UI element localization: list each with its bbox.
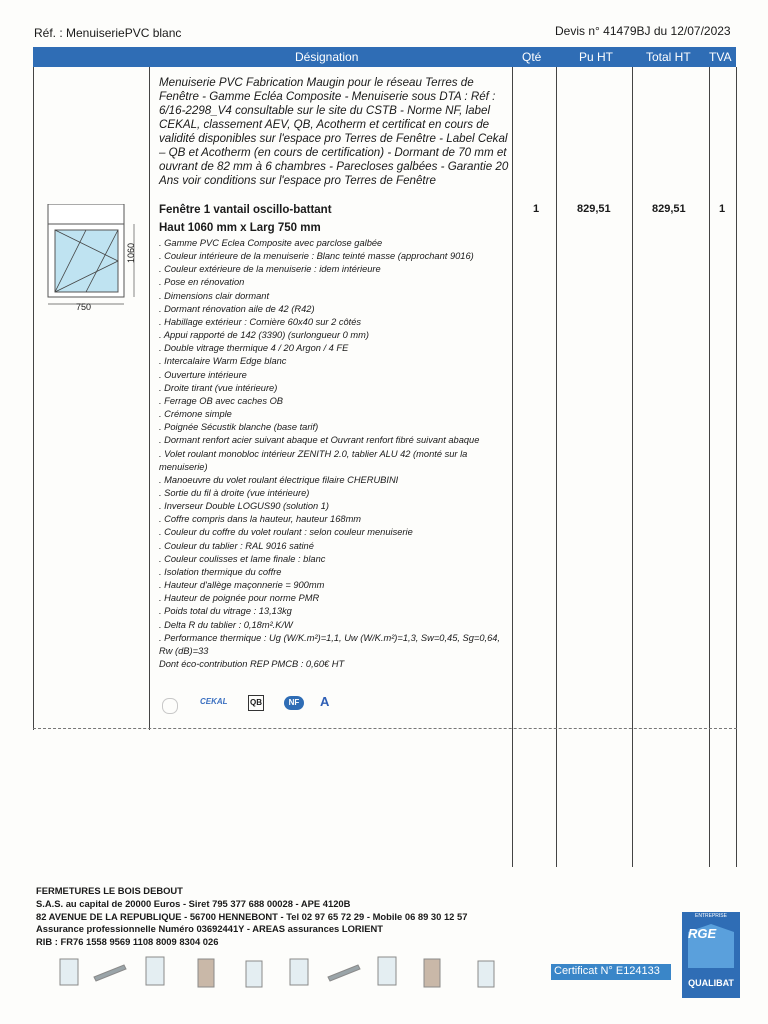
footer-info bbox=[36, 885, 467, 949]
option-item: . Couleur du coffre du volet roulant : selon couleur menuiserie bbox=[159, 527, 413, 538]
grid-line bbox=[736, 67, 737, 867]
qte-value: 1 bbox=[533, 203, 540, 215]
option-item: . Intercalaire Warm Edge blanc bbox=[159, 356, 287, 367]
option-item: . Dormant renfort acier suivant abaque et Ouvrant renfort fibré suivant abaque bbox=[159, 435, 480, 446]
product-size: Haut 1060 mm x Larg 750 mm bbox=[159, 222, 321, 234]
total-ht-value: 829,51 bbox=[652, 203, 686, 215]
rge-label: RGE bbox=[688, 926, 717, 941]
company-rib: RIB : FR76 1558 9569 1108 8009 8304 026 bbox=[36, 936, 219, 948]
option-item: . Inverseur Double LOGUS90 (solution 1) bbox=[159, 501, 330, 512]
line-description: Menuiserie PVC Fabrication Maugin pour le réseau Terres de Fenêtre - Gamme Ecléa Composite - Menuiserie sous DTA : Réf : 6/16-2298_V4 consultable sur le site du CSTB - Norme NF, label CEKAL, classement AEV, QB, Acotherm et certificat en cours de validité disponibles sur l'espace pro Terres de Fenêtre - Label Cekal – QB et Acotherm (en cours de certification) - Dormant de 70 mm et ouvrant de 82 mm à 6 chambres - Parecloses galbées - Garantie 20 Ans voir conditions sur l'espace pro Terres de Fenêtre bbox=[159, 76, 509, 187]
door-product-icon bbox=[378, 957, 396, 985]
qualibat-logo bbox=[682, 912, 740, 998]
option-item: . Delta R du tablier : 0,18m².K/W bbox=[159, 619, 293, 630]
france-logo bbox=[162, 698, 178, 714]
company-address: 82 AVENUE DE LA REPUBLIQUE - 56700 HENNEBONT - Tel 02 97 65 72 29 - Mobile 06 89 30 12 57 bbox=[36, 910, 468, 922]
reference: Réf. : MenuiseriePVC blanc bbox=[34, 26, 182, 40]
certificate-badge bbox=[551, 964, 671, 980]
window-product-icon bbox=[60, 959, 78, 985]
grid-line bbox=[709, 67, 710, 867]
wood-window-product-icon bbox=[424, 959, 440, 987]
col-tva: TVA bbox=[709, 50, 732, 64]
option-item: . Couleur extérieure de la menuiserie : idem intérieure bbox=[159, 264, 381, 275]
nf-logo: NF bbox=[284, 696, 304, 710]
col-pu-ht: Pu HT bbox=[579, 50, 614, 64]
qualibat-label: QUALIBAT bbox=[688, 978, 734, 988]
option-item: . Appui rapporté de 142 (3390) (surlongueur 0 mm) bbox=[159, 330, 369, 341]
col-qte: Qté bbox=[522, 50, 542, 64]
option-item: . Ouverture intérieure bbox=[159, 369, 247, 380]
product-icons bbox=[58, 955, 508, 989]
grid-line bbox=[556, 67, 557, 867]
option-item: . Couleur coulisses et lame finale : blanc bbox=[159, 553, 326, 564]
company-insurance: Assurance professionnelle Numéro 03692441Y - AREAS assurances LORIENT bbox=[36, 923, 384, 935]
option-item: . Hauteur d'allège maçonnerie = 900mm bbox=[159, 580, 325, 591]
certificate-number: Certificat N° E124133 bbox=[554, 965, 660, 977]
grid-line bbox=[632, 67, 633, 867]
height-dimension: 1060 bbox=[126, 242, 137, 264]
option-item: . Isolation thermique du coffre bbox=[159, 566, 282, 577]
option-item: . Dimensions clair dormant bbox=[159, 290, 270, 301]
option-item: . Sortie du fil à droite (vue intérieure) bbox=[159, 487, 310, 498]
shutter-product-icon bbox=[328, 965, 360, 981]
window-drawing bbox=[46, 204, 142, 314]
row-separator bbox=[33, 728, 737, 729]
option-item: . Pose en rénovation bbox=[159, 277, 245, 288]
option-item: . Gamme PVC Eclea Composite avec parclose galbée bbox=[159, 238, 383, 248]
qualibat-banner: ENTREPRISE bbox=[682, 912, 740, 920]
qb-logo: QB bbox=[248, 695, 264, 711]
option-item: . Performance thermique : Ug (W/K.m²)=1,1, Uw (W/K.m²)=1,3, Sw=0,45, Sg=0,64, Rw (dB)=33 bbox=[159, 632, 501, 656]
option-item: . Coffre compris dans la hauteur, hauteur 168mm bbox=[159, 514, 362, 525]
option-item: . Ferrage OB avec caches OB bbox=[159, 395, 284, 406]
option-item: . Volet roulant monobloc intérieur ZENITH 2.0, tablier ALU 42 (monté sur la menuiserie) bbox=[159, 448, 468, 472]
grid-line bbox=[512, 67, 513, 867]
option-item: . Dormant rénovation aile de 42 (R42) bbox=[159, 303, 315, 314]
table-header bbox=[33, 47, 736, 67]
option-item: Dont éco-contribution REP PMCB : 0,60€ HT bbox=[159, 659, 345, 669]
shutter-product-icon bbox=[94, 965, 126, 981]
certification-logos bbox=[160, 694, 360, 722]
option-item: . Droite tirant (vue intérieure) bbox=[159, 382, 278, 393]
option-item: . Couleur du tablier : RAL 9016 satiné bbox=[159, 540, 314, 551]
tva-value: 1 bbox=[719, 203, 726, 215]
wood-window-product-icon bbox=[198, 959, 214, 987]
option-item: . Poids total du vitrage : 13,13kg bbox=[159, 606, 292, 617]
pu-ht-value: 829,51 bbox=[577, 203, 611, 215]
quote-number: Devis n° 41479BJ du 12/07/2023 bbox=[555, 24, 731, 38]
width-dimension: 750 bbox=[76, 302, 92, 312]
french-window-product-icon bbox=[478, 961, 494, 987]
option-item: . Manoeuvre du volet roulant électrique filaire CHERUBINI bbox=[159, 474, 399, 485]
cekal-logo: CEKAL bbox=[200, 697, 228, 706]
acotherm-logo: A bbox=[320, 694, 330, 709]
product-options-list bbox=[159, 237, 511, 671]
option-item: . Double vitrage thermique 4 / 20 Argon / 4 FE bbox=[159, 343, 349, 354]
option-item: . Hauteur de poignée pour norme PMR bbox=[159, 593, 320, 604]
door-product-icon bbox=[146, 957, 164, 985]
french-window-product-icon bbox=[246, 961, 262, 987]
window-product-icon bbox=[290, 959, 308, 985]
company-name: FERMETURES LE BOIS DEBOUT bbox=[36, 885, 183, 896]
grid-line bbox=[33, 67, 34, 730]
product-icons-strip bbox=[58, 955, 508, 989]
option-item: . Crémone simple bbox=[159, 409, 232, 420]
col-designation: Désignation bbox=[295, 50, 359, 64]
company-legal: S.A.S. au capital de 20000 Euros - Siret 795 377 688 00028 - APE 4120B bbox=[36, 897, 351, 909]
col-total-ht: Total HT bbox=[646, 50, 691, 64]
option-item: . Habillage extérieur : Cornière 60x40 sur 2 côtés bbox=[159, 316, 362, 327]
product-title: Fenêtre 1 vantail oscillo-battant bbox=[159, 204, 332, 216]
option-item: . Couleur intérieure de la menuiserie : Blanc teinté masse (approchant 9016) bbox=[159, 251, 474, 262]
option-item: . Poignée Sécustik blanche (base tarif) bbox=[159, 422, 319, 433]
grid-line bbox=[149, 67, 150, 730]
